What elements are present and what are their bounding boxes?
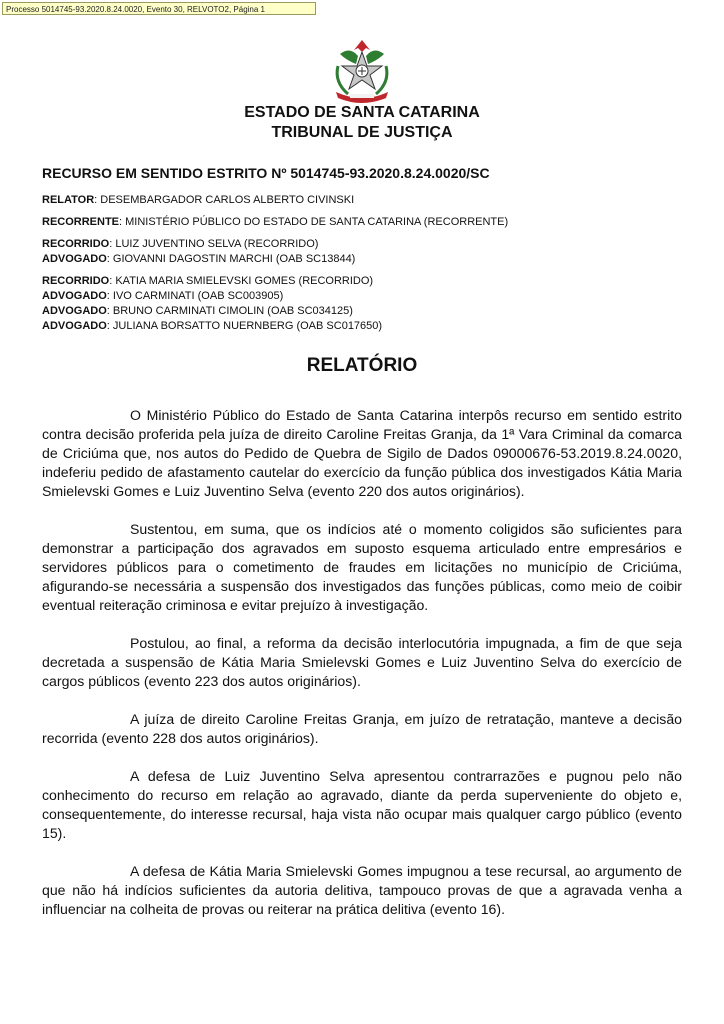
recorrido-row [42,274,508,289]
relator-value: : DESEMBARGADOR CARLOS ALBERTO CIVINSKI [94,194,355,206]
advogado-label: ADVOGADO [42,305,107,317]
paragraph: A defesa de Luiz Juventino Selva apresentou contrarrazões e pugnou pelo não conhecimento do recurso em relação ao agravado, diante da perda superveniente do objeto e, consequentemente, do interesse recursal, haja vista não ocupar mais qualquer cargo público (evento 15). [42,768,682,841]
advogado-label: ADVOGADO [42,253,107,265]
paragraph: Postulou, ao final, a reforma da decisão interlocutória impugnada, a fim de que seja decretada a suspensão de Kátia Maria Smielevski Gomes e Luiz Juventino Selva do exercício de cargos públicos (evento 223 dos autos originários). [42,635,682,689]
court-heading: TRIBUNAL DE JUSTIÇA [271,124,453,141]
paragraph: A juíza de direito Caroline Freitas Granja, em juízo de retratação, manteve a decisão recorrida (evento 228 dos autos originários). [42,711,682,746]
process-stamp: Processo 5014745-93.2020.8.24.0020, Evento 30, RELVOTO2, Página 1 [2,2,316,15]
recorrido-row [42,237,508,252]
parties-block [42,193,508,334]
state-heading: ESTADO DE SANTA CATARINA [244,104,480,121]
advogado-label: ADVOGADO [42,320,107,332]
advogado-value: : IVO CARMINATI (OAB SC003905) [106,290,284,302]
paragraph: A defesa de Kátia Maria Smielevski Gomes impugnou a tese recursal, ao argumento de que não há indícios suficientes da autoria delitiva, tampouco provas de que a agravada venha a influenciar na colheita de provas ou reiterar na prática delitiva (evento 16). [42,863,682,917]
section-title: RELATÓRIO [306,355,418,376]
advogado-value: : BRUNO CARMINATI CIMOLIN (OAB SC034125) [106,305,353,317]
process-number: RECURSO EM SENTIDO ESTRITO Nº 5014745-93.2020.8.24.0020/SC [42,165,490,181]
paragraph: O Ministério Público do Estado de Santa Catarina interpôs recurso em sentido estrito contra decisão proferida pela juíza de direito Caroline Freitas Granja, da 1ª Vara Criminal da comarca de Criciúma que, nos autos do Pedido de Quebra de Sigilo de Dados 09000676-53.2019.8.24.0020, indeferiu pedido de afastamento cautelar do exercício da função pública dos investigados Kátia Maria Smielevski Gomes e Luiz Juventino Selva (evento 220 dos autos originários). [42,407,682,499]
recorrente-value: : MINISTÉRIO PÚBLICO DO ESTADO DE SANTA CATARINA (RECORRENTE) [119,216,509,228]
recorrido-value: : LUIZ JUVENTINO SELVA (RECORRIDO) [109,238,319,250]
paragraph: Sustentou, em suma, que os indícios até o momento coligidos são suficientes para demonstrar a participação dos agravados em suposto esquema articulado entre empresários e servidores públicos para o cometimento de fraudes em licitações no município de Criciúma, afigurando-se necessária a suspensão dos investigados das funções públicas, como meio de coibir eventual reiteração criminosa e evitar prejuízo à investigação. [42,521,682,613]
recorrente-row [42,215,508,230]
recorrente-label: RECORRENTE [42,216,120,228]
recorrido-label: RECORRIDO [42,275,110,287]
advogado-row [42,304,508,319]
recorrido-label: RECORRIDO [42,238,110,250]
advogado-value: : JULIANA BORSATTO NUERNBERG (OAB SC017650) [106,320,383,332]
state-coat-of-arms-icon [330,36,394,106]
advogado-row [42,252,508,267]
relator-row [42,193,508,208]
report-body [42,406,682,938]
advogado-label: ADVOGADO [42,290,107,302]
advogado-row [42,289,508,304]
relator-label: RELATOR [42,194,95,206]
recorrido-value: : KATIA MARIA SMIELEVSKI GOMES (RECORRIDO) [109,275,374,287]
advogado-row [42,319,508,334]
advogado-value: : GIOVANNI DAGOSTIN MARCHI (OAB SC13844) [106,253,356,265]
